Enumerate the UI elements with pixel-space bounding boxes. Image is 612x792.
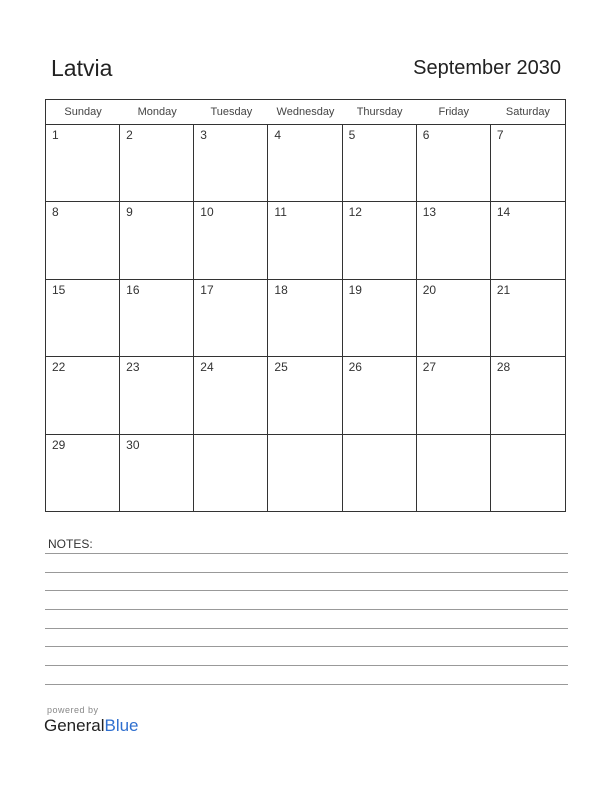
day-cell — [417, 202, 491, 279]
day-cell — [268, 357, 342, 434]
day-cell — [491, 125, 565, 202]
day-number: 27 — [422, 360, 437, 375]
day-number: 22 — [52, 360, 66, 375]
day-cell — [46, 202, 120, 279]
weekday-thursday: Thursday — [356, 106, 403, 118]
day-cell — [491, 202, 565, 279]
day-cell — [491, 435, 565, 512]
day-number: 10 — [200, 205, 214, 220]
day-cell — [46, 357, 120, 434]
calendar-grid — [45, 99, 566, 512]
day-cell — [46, 435, 120, 512]
day-number: 9 — [126, 205, 133, 220]
day-number: 30 — [126, 437, 140, 452]
notes-label: NOTES: — [48, 537, 93, 551]
day-number: 5 — [348, 128, 356, 142]
day-number: 24 — [200, 360, 214, 375]
weekday-saturday: Saturday — [505, 106, 550, 118]
day-cell — [343, 435, 417, 512]
day-cell — [343, 202, 417, 279]
day-number: 3 — [200, 128, 207, 142]
day-cell — [120, 202, 194, 279]
day-cell — [417, 125, 491, 202]
weekday-sunday: Sunday — [64, 106, 102, 118]
note-line — [45, 628, 568, 629]
day-number: 6 — [422, 128, 430, 142]
day-number: 29 — [52, 437, 66, 452]
weekday-monday: Monday — [137, 106, 177, 118]
day-cell — [194, 125, 268, 202]
day-number: 15 — [52, 282, 66, 297]
note-line — [45, 590, 568, 591]
day-number: 26 — [348, 360, 362, 375]
day-number: 17 — [200, 282, 214, 297]
day-cell — [417, 435, 491, 512]
day-number: 21 — [496, 282, 511, 297]
note-line — [45, 572, 568, 573]
note-line — [45, 684, 568, 685]
day-cell — [268, 280, 342, 357]
weekday-friday: Friday — [438, 106, 470, 118]
day-cell — [194, 202, 268, 279]
day-number: 28 — [496, 360, 511, 375]
day-cell — [120, 357, 194, 434]
day-cell — [46, 125, 120, 202]
day-cell — [268, 125, 342, 202]
day-cell — [491, 357, 565, 434]
brand-general-text: General — [44, 716, 105, 735]
note-line — [45, 646, 568, 647]
day-cell — [491, 280, 565, 357]
note-line — [45, 665, 568, 666]
day-number: 19 — [348, 282, 362, 297]
country-title: Latvia — [51, 55, 113, 81]
day-number: 23 — [126, 360, 140, 375]
day-cell — [417, 280, 491, 357]
day-number: 4 — [274, 128, 282, 142]
day-number: 8 — [52, 205, 59, 220]
day-number: 13 — [422, 205, 437, 220]
note-line — [45, 609, 568, 610]
generalblue-logo — [44, 716, 139, 736]
day-cell — [194, 280, 268, 357]
day-cell — [194, 435, 268, 512]
brand-blue-text: Blue — [104, 716, 139, 735]
day-number: 2 — [126, 128, 133, 142]
weekday-tuesday: Tuesday — [210, 106, 253, 118]
day-number: 12 — [348, 205, 362, 220]
day-cell — [343, 125, 417, 202]
day-number: 11 — [274, 205, 287, 220]
day-number: 16 — [126, 282, 140, 297]
day-cell — [194, 357, 268, 434]
day-number: 25 — [274, 360, 288, 375]
day-cell — [46, 280, 120, 357]
day-number: 20 — [422, 282, 437, 297]
calendar-weeks — [46, 125, 565, 512]
powered-by-text: powered by — [47, 705, 99, 715]
day-number: 1 — [52, 128, 59, 142]
day-cell — [120, 435, 194, 512]
day-cell — [268, 435, 342, 512]
day-cell — [343, 280, 417, 357]
month-year-title: September 2030 — [413, 57, 561, 79]
day-number: 18 — [274, 282, 288, 297]
weekday-header-row — [46, 100, 565, 125]
day-number: 14 — [496, 205, 511, 220]
note-line — [45, 553, 568, 554]
day-cell — [120, 125, 194, 202]
day-number: 7 — [496, 128, 504, 142]
day-cell — [268, 202, 342, 279]
day-cell — [417, 357, 491, 434]
day-cell — [120, 280, 194, 357]
day-cell — [343, 357, 417, 434]
weekday-wednesday: Wednesday — [276, 106, 335, 118]
